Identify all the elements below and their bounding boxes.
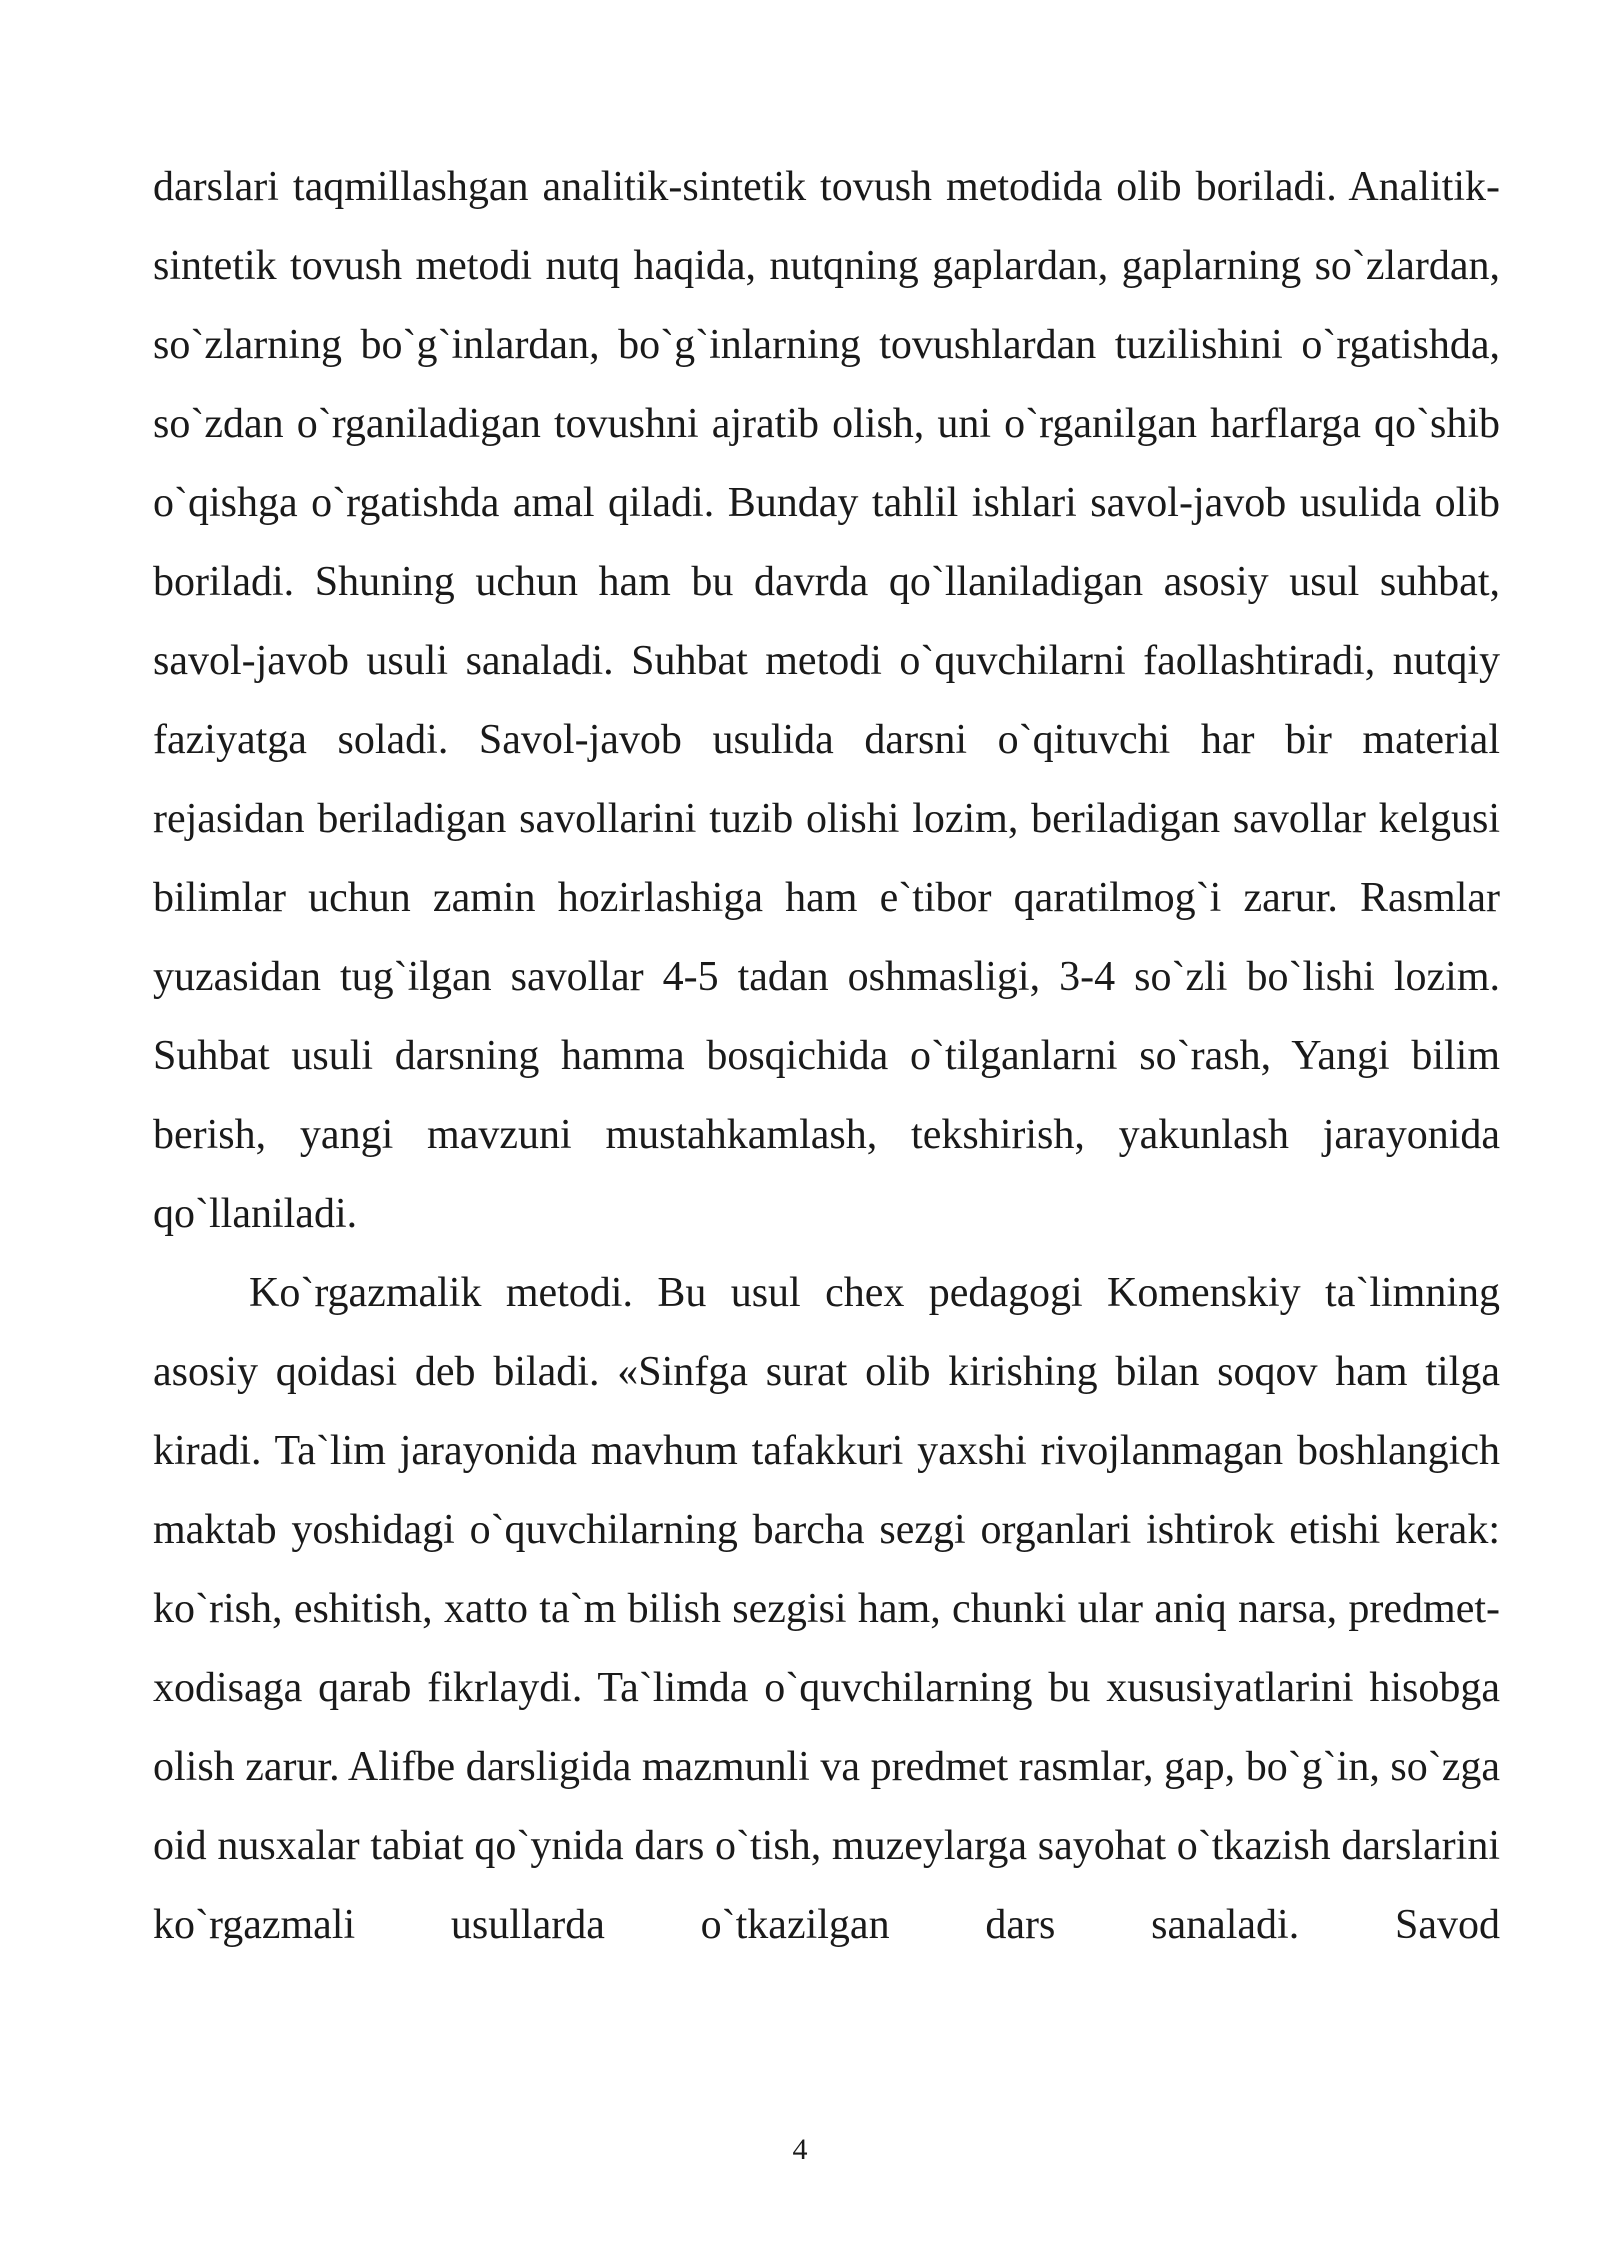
page-number: 4 [792,2133,808,2166]
paragraph-2: Ko`rgazmalik metodi. Bu usul chex pedagogi Komenskiy ta`limning asosiy qoidasi deb biladi. «Sinfga surat olib kirishing bilan soqov ham tilga kiradi. Ta`lim jarayonida mavhum tafakkuri yaxshi rivojlanmagan boshlangich maktab yoshidagi o`quvchilarning barcha sezgi organlari ishtirok etishi kerak: ko`rish, eshitish, xatto ta`m bilish sezgisi ham, chunki ular aniq narsa, predmet-xodisaga qarab fikrlaydi. Ta`limda o`quvchilarning bu xususiyatlarini hisobga olish zarur. Alifbe darsligida mazmunli va predmet rasmlar, gap, bo`g`in, so`zga oid nusxalar tabiat qo`ynida dars o`tish, muzeylarga sayohat o`tkazish darslarini ko`rgazmali usullarda o`tkazilgan dars sanaladi. Savod [153,1270,1500,1948]
paragraph-1: darslari taqmillashgan analitik-sintetik tovush metodida olib boriladi. Analitik-sintetik tovush metodi nutq haqida, nutqning gaplardan, gaplarning so`zlardan, so`zlarning bo`g`inlardan, bo`g`inlarning tovushlardan tuzilishini o`rgatishda, so`zdan o`rganiladigan tovushni ajratib olish, uni o`rganilgan harflarga qo`shib o`qishga o`rgatishda amal qiladi. Bunday tahlil ishlari savol-javob usulida olib boriladi. Shuning uchun ham bu davrda qo`llaniladigan asosiy usul suhbat, savol-javob usuli sanaladi. Suhbat metodi o`quvchilarni faollashtiradi, nutqiy faziyatga soladi. Savol-javob usulida darsni o`qituvchi har bir material rejasidan beriladigan savollarini tuzib olishi lozim, beriladigan savollar kelgusi bilimlar uchun zamin hozirlashiga ham e`tibor qaratilmog`i zarur. Rasmlar yuzasidan tug`ilgan savollar 4-5 tadan oshmasligi, 3-4 so`zli bo`lishi lozim. Suhbat usuli darsning hamma bosqichida o`tilganlarni so`rash, Yangi bilim berish, yangi mavzuni mustahkamlash, tekshirish, yakunlash jarayonida qo`llaniladi. [153,164,1500,1237]
body-text [153,148,1500,1965]
